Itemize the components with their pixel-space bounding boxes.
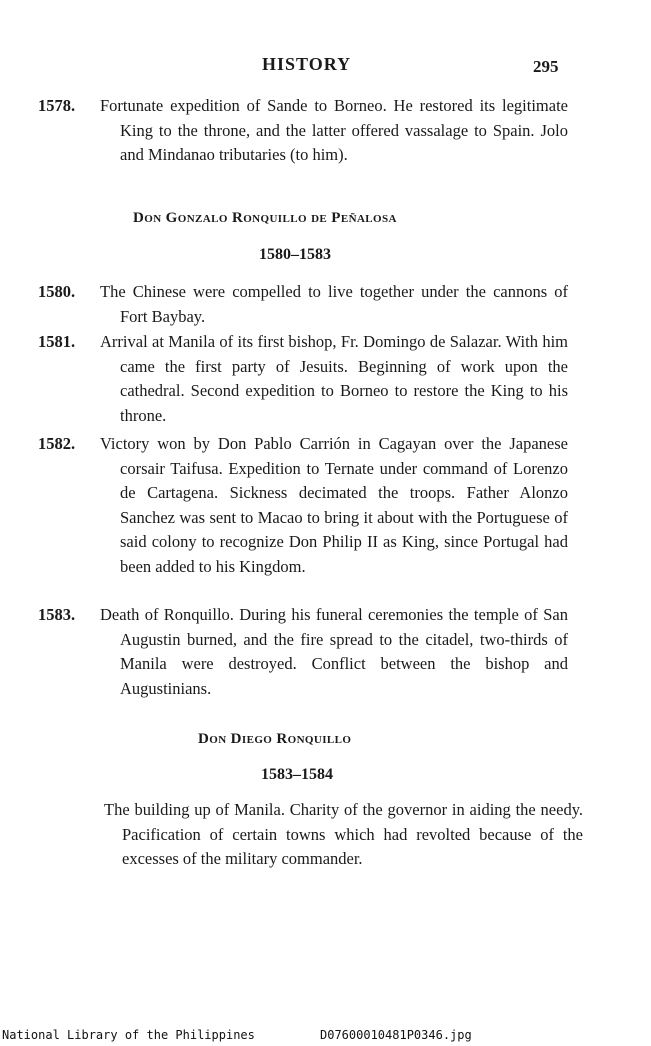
- chronology-entry-1580: [38, 280, 568, 329]
- entry-year: 1578.: [38, 96, 76, 115]
- page-number: 295: [533, 57, 559, 76]
- entry-year: 1581.: [38, 332, 76, 351]
- entry-year: 1580.: [38, 282, 76, 301]
- chronology-entry-1578: [38, 94, 568, 168]
- entry-text: The Chinese were compelled to live together under the cannons of Fort Baybay.: [100, 282, 568, 326]
- chronology-entry-1582: [38, 432, 568, 579]
- entry-year: 1583.: [38, 605, 76, 624]
- running-title: HISTORY: [262, 54, 352, 74]
- section-years-1580-1583: 1580–1583: [259, 246, 331, 263]
- section-heading-diego-ronquillo: Don Diego Ronquillo: [198, 731, 352, 747]
- entry-text: Death of Ronquillo. During his funeral ceremonies the temple of San Augustin burned, and the fire spread to the citadel, two-thirds of Manila were destroyed. Conflict between the bishop and Augustinians.: [100, 605, 568, 698]
- entry-text: Victory won by Don Pablo Carrión in Cagayan over the Japanese corsair Taifusa. Expedition to Ternate under command of Lorenzo de Cartagena. Sickness decimated the troops. Father Alonzo Sanchez was sent to Macao to bring it about with the Portuguese of said colony to recognize Don Philip II as King, since Portugal had been added to his Kingdom.: [100, 434, 568, 576]
- section-paragraph-diego-ronquillo: The building up of Manila. Charity of the governor in aiding the needy. Pacification of certain towns which had revolted because of the excesses of the military commander.: [104, 800, 583, 868]
- section-heading-gonzalo-ronquillo: Don Gonzalo Ronquillo de Peñalosa: [133, 210, 397, 226]
- entry-year: 1582.: [38, 434, 76, 453]
- entry-text: Arrival at Manila of its first bishop, Fr. Domingo de Salazar. With him came the first party of Jesuits. Beginning of work upon the cathedral. Second expedition to Borneo to restore the King to his throne.: [100, 332, 568, 425]
- chronology-entry-1583: [38, 603, 568, 701]
- footer-filename: D07600010481P0346.jpg: [320, 1028, 472, 1042]
- section-years-1583-1584: 1583–1584: [261, 766, 333, 783]
- entry-text: Fortunate expedition of Sande to Borneo. He restored its legitimate King to the throne, and the latter offered vassalage to Spain. Jolo and Mindanao tributaries (to him).: [100, 96, 568, 164]
- footer-library-name: National Library of the Philippines: [2, 1028, 255, 1042]
- chronology-entry-1581: [38, 330, 568, 428]
